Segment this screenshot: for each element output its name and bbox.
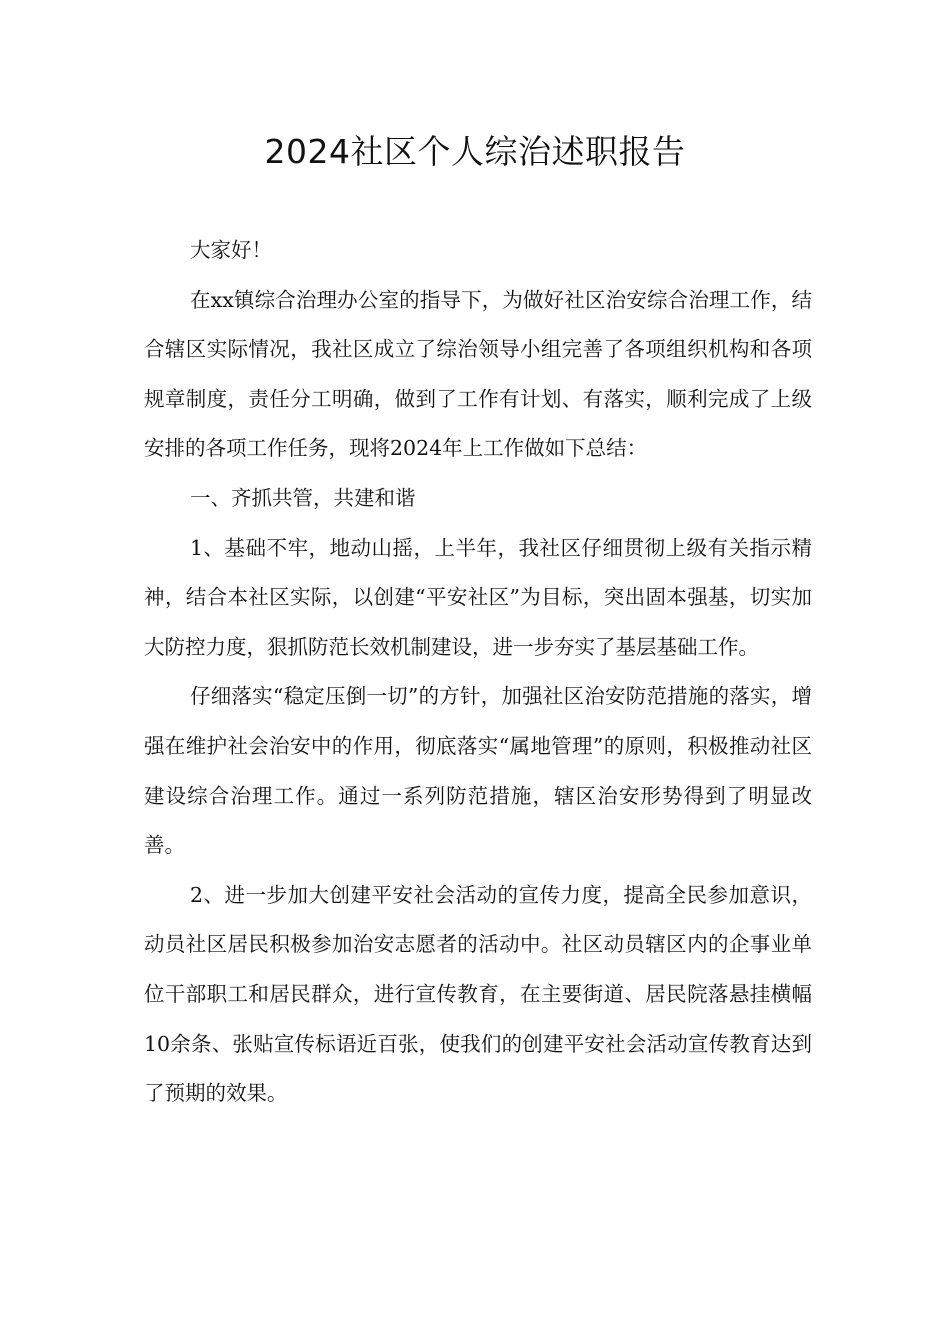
greeting-paragraph: 大家好！ bbox=[190, 238, 272, 262]
body-paragraph-1: 1、基础不牢，地动山摇，上半年，我社区仔细贯彻上级有关指示精神，结合本社区实际，以创建“平安社区”为目标，突出固本强基，切实加大防控力度，狠抓防范长效机制建设，进一步夯实了基层基础工作。 bbox=[144, 535, 812, 659]
section-heading: 一、齐抓共管，共建和谐 bbox=[190, 485, 416, 510]
document-title: 2024社区个人综治述职报告 bbox=[264, 132, 686, 171]
intro-paragraph: 在xx镇综合治理办公室的指导下，为做好社区治安综合治理工作，结合辖区实际情况，我社区成立了综治领导小组完善了各项组织机构和各项规章制度，责任分工明确，做到了工作有计划、有落实，顺利完成了上级安排的各项工作任务，现将2024年上工作做如下总结： bbox=[144, 287, 812, 461]
document-body bbox=[144, 226, 812, 1119]
body-paragraph-2: 仔细落实“稳定压倒一切”的方针，加强社区治安防范措施的落实，增强在维护社会治安中的作用，彻底落实“属地管理”的原则，积极推动社区建设综合治理工作。通过一系列防范措施，辖区治安形势得到了明显改善。 bbox=[144, 684, 812, 858]
body-paragraph-3: 2、进一步加大创建平安社会活动的宣传力度，提高全民参加意识，动员社区居民积极参加治安志愿者的活动中。社区动员辖区内的企事业单位干部职工和居民群众，进行宣传教育，在主要街道、居民院落悬挂横幅10余条、张贴宣传标语近百张，使我们的创建平安社会活动宣传教育达到了预期的效果。 bbox=[144, 882, 812, 1106]
